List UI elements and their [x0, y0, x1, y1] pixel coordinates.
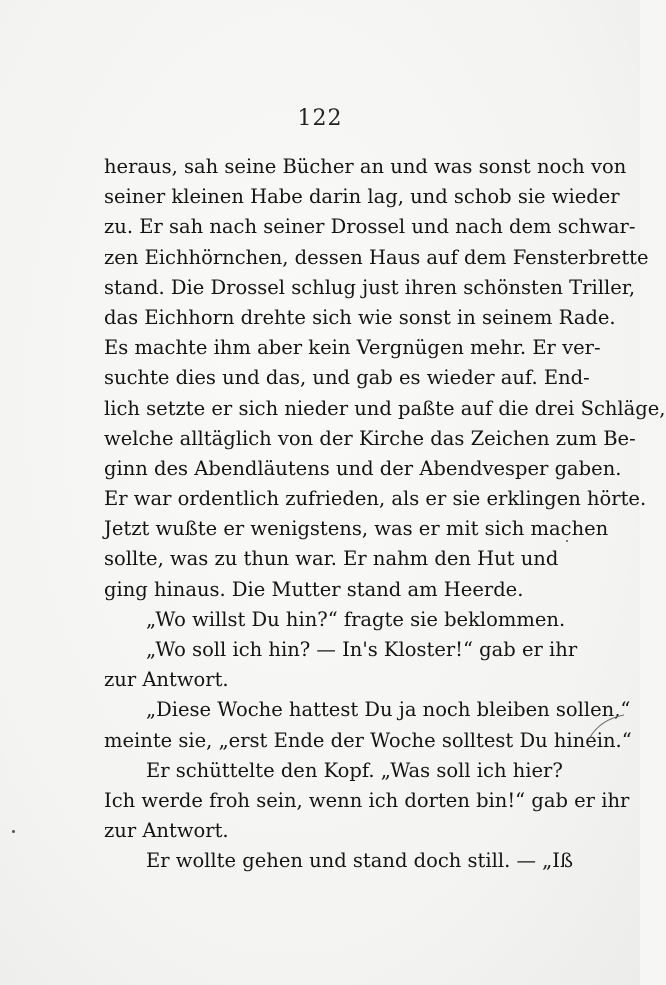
text-line: meinte sie, „erst Ende der Woche solltest Du hinein.“	[104, 728, 632, 752]
text-line: zen Eichhörnchen, dessen Haus auf dem Fensterbrette	[104, 245, 649, 269]
text-line: „Wo willst Du hin?“ fragte sie beklommen.	[146, 607, 566, 631]
text-line: das Eichhorn drehte sich wie sonst in seinem Rade.	[104, 305, 616, 329]
text-line: „Diese Woche hattest Du ja noch bleiben sollen,“	[146, 698, 631, 722]
text-line: ging hinaus. Die Mutter stand am Heerde.	[104, 577, 524, 601]
text-line: Jetzt wußte er wenigstens, was er mit sich machen	[104, 517, 609, 541]
text-line: heraus, sah seine Bücher an und was sonst noch von	[104, 155, 627, 178]
text-line: lich setzte er sich nieder und paßte auf die drei Schläge,	[104, 396, 666, 420]
margin-pencil-mark	[586, 712, 626, 742]
text-line: suchte dies und das, und gab es wieder auf. End-	[104, 366, 590, 390]
text-line: welche alltäglich von der Kirche das Zeichen zum Be-	[104, 426, 636, 450]
margin-speck	[12, 830, 15, 833]
text-line: zur Antwort.	[104, 668, 229, 692]
page-number: 122	[297, 106, 343, 131]
text-line: ginn des Abendläutens und der Abendvesper gaben.	[104, 456, 622, 480]
text-line: Er war ordentlich zufrieden, als er sie erklingen hörte.	[104, 487, 647, 511]
text-line: Es machte ihm aber kein Vergnügen mehr. Er ver-	[104, 336, 601, 360]
margin-speck	[566, 540, 568, 542]
text-line: Ich werde froh sein, wenn ich dorten bin!“ gab er ihr	[104, 788, 630, 812]
text-line: „Wo soll ich hin? — In's Kloster!“ gab er ihr	[146, 638, 578, 661]
text-line: stand. Die Drossel schlug just ihren schönsten Triller,	[104, 275, 636, 299]
text-line: seiner kleinen Habe darin lag, und schob sie wieder	[104, 185, 620, 209]
text-line: zu. Er sah nach seiner Drossel und nach dem schwar-	[104, 215, 636, 239]
text-line: sollte, was zu thun war. Er nahm den Hut und	[104, 547, 559, 571]
body-text	[104, 152, 666, 877]
text-line: zur Antwort.	[104, 819, 229, 843]
text-line: Er wollte gehen und stand doch still. — „Iß	[146, 849, 574, 873]
text-line: Er schüttelte den Kopf. „Was soll ich hier?	[146, 758, 563, 782]
